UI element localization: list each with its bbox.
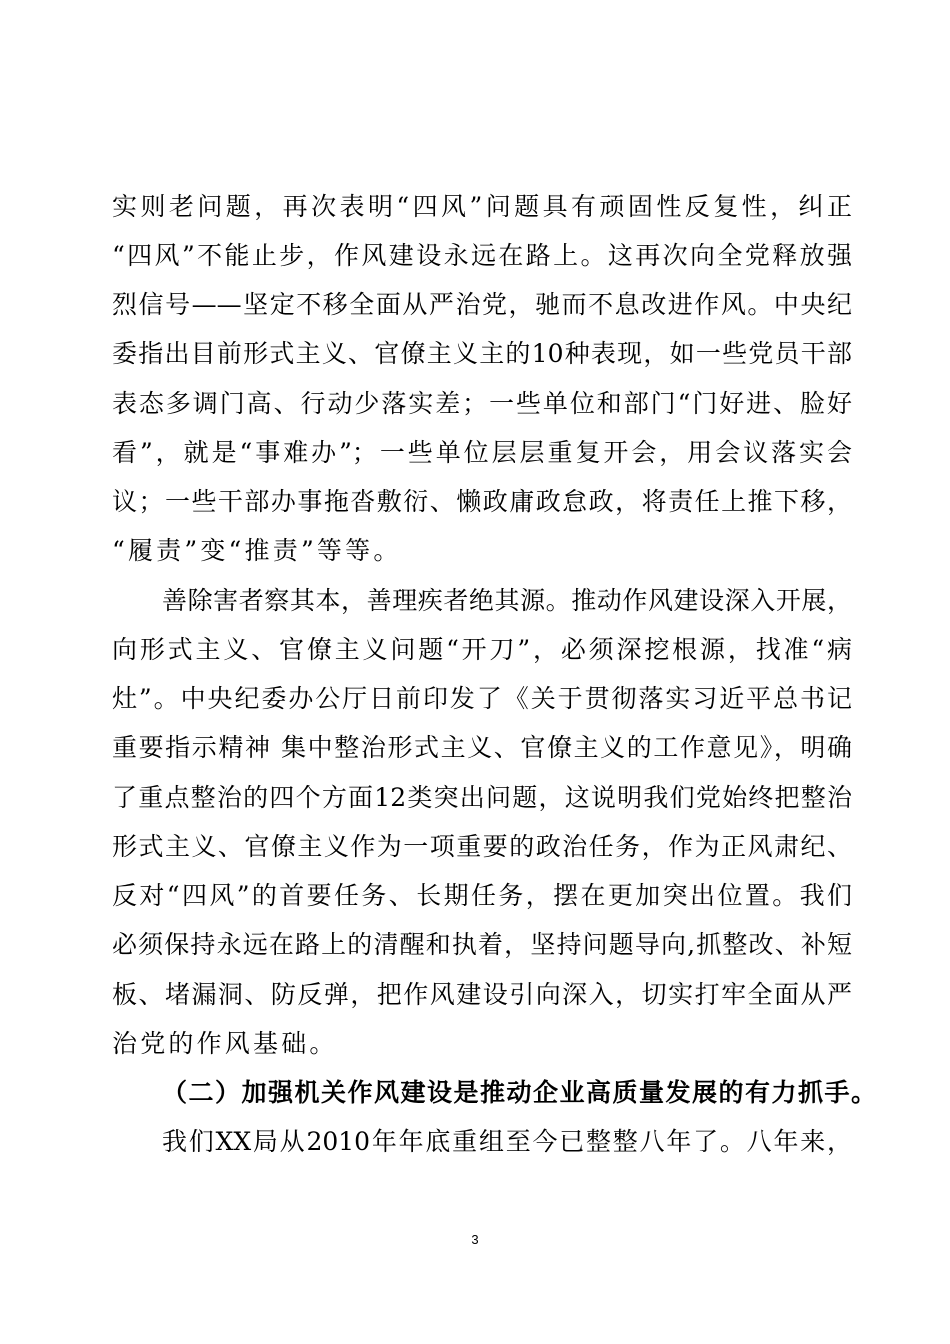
- paragraph-line-9: 善除害者察其本，善理疾者绝其源。推动作风建设深入开展，: [162, 586, 852, 615]
- paragraph-line-18: 治党的作风基础。: [112, 1029, 338, 1058]
- paragraph-line-13: 了重点整治的四个方面12类突出问题，这说明我们党始终把整治: [112, 783, 852, 812]
- section-heading: （二）加强机关作风建设是推动企业高质量发展的有力抓手。: [162, 1078, 878, 1107]
- paragraph-line-1: 实则老问题，再次表明“四风”问题具有顽固性反复性，纠正: [112, 192, 852, 221]
- paragraph-line-7: 议；一些干部办事拖沓敷衍、懒政庸政怠政，将责任上推下移，: [112, 487, 852, 516]
- paragraph-line-5: 表态多调门高、行动少落实差；一些单位和部门“门好进、脸好: [112, 389, 852, 418]
- paragraph-line-8: “履责”变“推责”等等。: [112, 536, 402, 565]
- paragraph-line-6: 看”，就是“事难办”；一些单位层层重复开会，用会议落实会: [112, 438, 852, 467]
- paragraph-line-2: “四风”不能止步，作风建设永远在路上。这再次向全党释放强: [112, 241, 852, 270]
- paragraph-line-4: 委指出目前形式主义、官僚主义主的10种表现，如一些党员干部: [112, 339, 852, 368]
- paragraph-line-11: 灶”。中央纪委办公厅日前印发了《关于贯彻落实习近平总书记: [112, 684, 852, 713]
- paragraph-line-12: 重要指示精神 集中整治形式主义、官僚主义的工作意见》，明确: [112, 733, 852, 762]
- paragraph-line-17: 板、堵漏洞、防反弹，把作风建设引向深入，切实打牢全面从严: [112, 980, 852, 1009]
- paragraph-line-3: 烈信号——坚定不移全面从严治党，驰而不息改进作风。中央纪: [112, 290, 852, 319]
- paragraph-line-16: 必须保持永远在路上的清醒和执着，坚持问题导向,抓整改、补短: [112, 930, 852, 959]
- paragraph-line-10: 向形式主义、官僚主义问题“开刀”，必须深挖根源，找准“病: [112, 635, 852, 664]
- paragraph-line-20: 我们XX局从2010年年底重组至今已整整八年了。八年来，: [162, 1127, 852, 1156]
- paragraph-line-15: 反对“四风”的首要任务、长期任务，摆在更加突出位置。我们: [112, 881, 852, 910]
- page-number: 3: [471, 1232, 479, 1247]
- paragraph-line-14: 形式主义、官僚主义作为一项重要的政治任务，作为正风肃纪、: [112, 832, 852, 861]
